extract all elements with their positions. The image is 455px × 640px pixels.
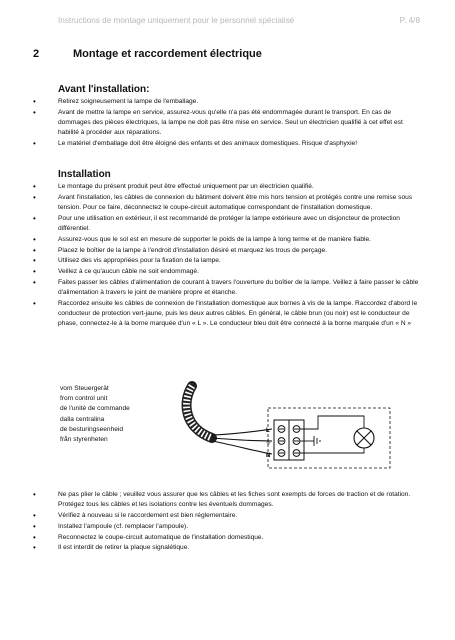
- after-install-list: [33, 490, 425, 554]
- page-header: [58, 16, 420, 28]
- list-item: • Il est interdit de retirer la plaque signalétique.: [33, 543, 425, 553]
- list-item: • Faites passer les câbles d'alimentation de courant à travers l'ouverture du boîtier de la lampe. Veillez à faire passer le câble d'alimentation à travers le joint de manière propre et étanche.: [33, 278, 425, 298]
- installation-heading: Installation: [58, 169, 111, 180]
- page-number: P. 4/8: [399, 16, 420, 25]
- caption-line: dalla centralina: [60, 415, 105, 423]
- list-item: • Placez le boîtier de la lampe à l'endroit d'installation désiré et marquez les trous de perçage.: [33, 246, 425, 256]
- list-item: • Avant l'installation, les câbles de connexion du bâtiment doivent être mis hors tension et protégés contre une remise sous tension. Pour ce faire, déconnectez le coupe-circuit automatique correspondant de l'installation domestique.: [33, 193, 425, 213]
- installation-list: [33, 182, 425, 330]
- list-item: • Utilisez des vis appropriées pour la fixation de la lampe.: [33, 256, 425, 266]
- list-item: • Retirez soigneusement la lampe de l'emballage.: [33, 97, 425, 107]
- section-number: 2: [33, 48, 40, 60]
- caption-line: från styrenheten: [60, 436, 108, 444]
- list-item: • Avant de mettre la lampe en service, assurez-vous qu'elle n'a pas été endommagée durant le transport. En cas de dommages des pièces électriques, la lampe ne doit pas être mise en service. Seul un électricien qualifié à cet effet est habilité à procéder aux réparations.: [33, 108, 425, 139]
- list-item: • Le matériel d'emballage doit être éloigné des enfants et des animaux domestiques. Risque d'asphyxie!: [33, 139, 425, 149]
- supply-wires: [212, 429, 272, 454]
- list-item: • Reconnectez le coupe-circuit automatique de l'installation domestique.: [33, 533, 425, 543]
- list-item: • Pour une utilisation en extérieur, il est recommandé de protéger la lampe extérieure avec un disjoncteur de protection différentiel.: [33, 214, 425, 234]
- list-item: • Installez l'ampoule (cf. remplacer l'ampoule).: [33, 522, 425, 532]
- label-n: N: [266, 453, 271, 459]
- before-install-list: [33, 97, 425, 150]
- section-heading: [33, 48, 262, 60]
- list-item: • Raccordez ensuite les câbles de connexion de l'installation domestique aux bornes à vis de la lampe. Raccordez d'abord le conducteur de protection vert-jaune, puis les deux autres câbles. En général, le câble brun (ou noir) est le conducteur de phase, connectez-le à la borne marquée d'un « L ». Le conducteur bleu doit être connecté à la borne marquée d'un « N »: [33, 299, 425, 330]
- list-item: • Veillez à ce qu'aucun câble ne soit endommagé.: [33, 267, 425, 277]
- list-item: • Vérifiez à nouveau si le raccordement est bien réglementaire.: [33, 511, 425, 521]
- label-l: L: [266, 428, 270, 434]
- caption-line: de l'unité de commande: [60, 405, 130, 413]
- before-install-heading: Avant l'installation:: [58, 84, 150, 95]
- conduit-hose: [187, 386, 212, 438]
- section-title: Montage et raccordement électrique: [73, 48, 262, 60]
- caption-line: from control unit: [60, 395, 108, 403]
- lamp-icon: [354, 428, 374, 448]
- list-item: • Assurez-vous que le sol est en mesure de supporter le poids de la lampe à long terme et de manière fiable.: [33, 235, 425, 245]
- header-title: Instructions de montage uniquement pour le personnel spécialisé: [58, 16, 295, 25]
- caption-line: de besturingseenheid: [60, 425, 124, 433]
- label-earth: ⏚: [265, 438, 272, 446]
- list-item: • Ne pas plier le câble ; veuillez vous assurer que les câbles et les fiches sont exempts de forces de traction et de rotation. Protégez tous les câbles et les isolations contre les éventuels dommages.: [33, 490, 425, 510]
- list-item: • Le montage du présent produit peut être effectué uniquement par un électricien qualifié.: [33, 182, 425, 192]
- diagram-caption: [60, 384, 130, 445]
- wiring-diagram: [168, 380, 398, 472]
- terminal-block: [274, 420, 304, 460]
- caption-line: vom Steuergerät: [60, 385, 109, 392]
